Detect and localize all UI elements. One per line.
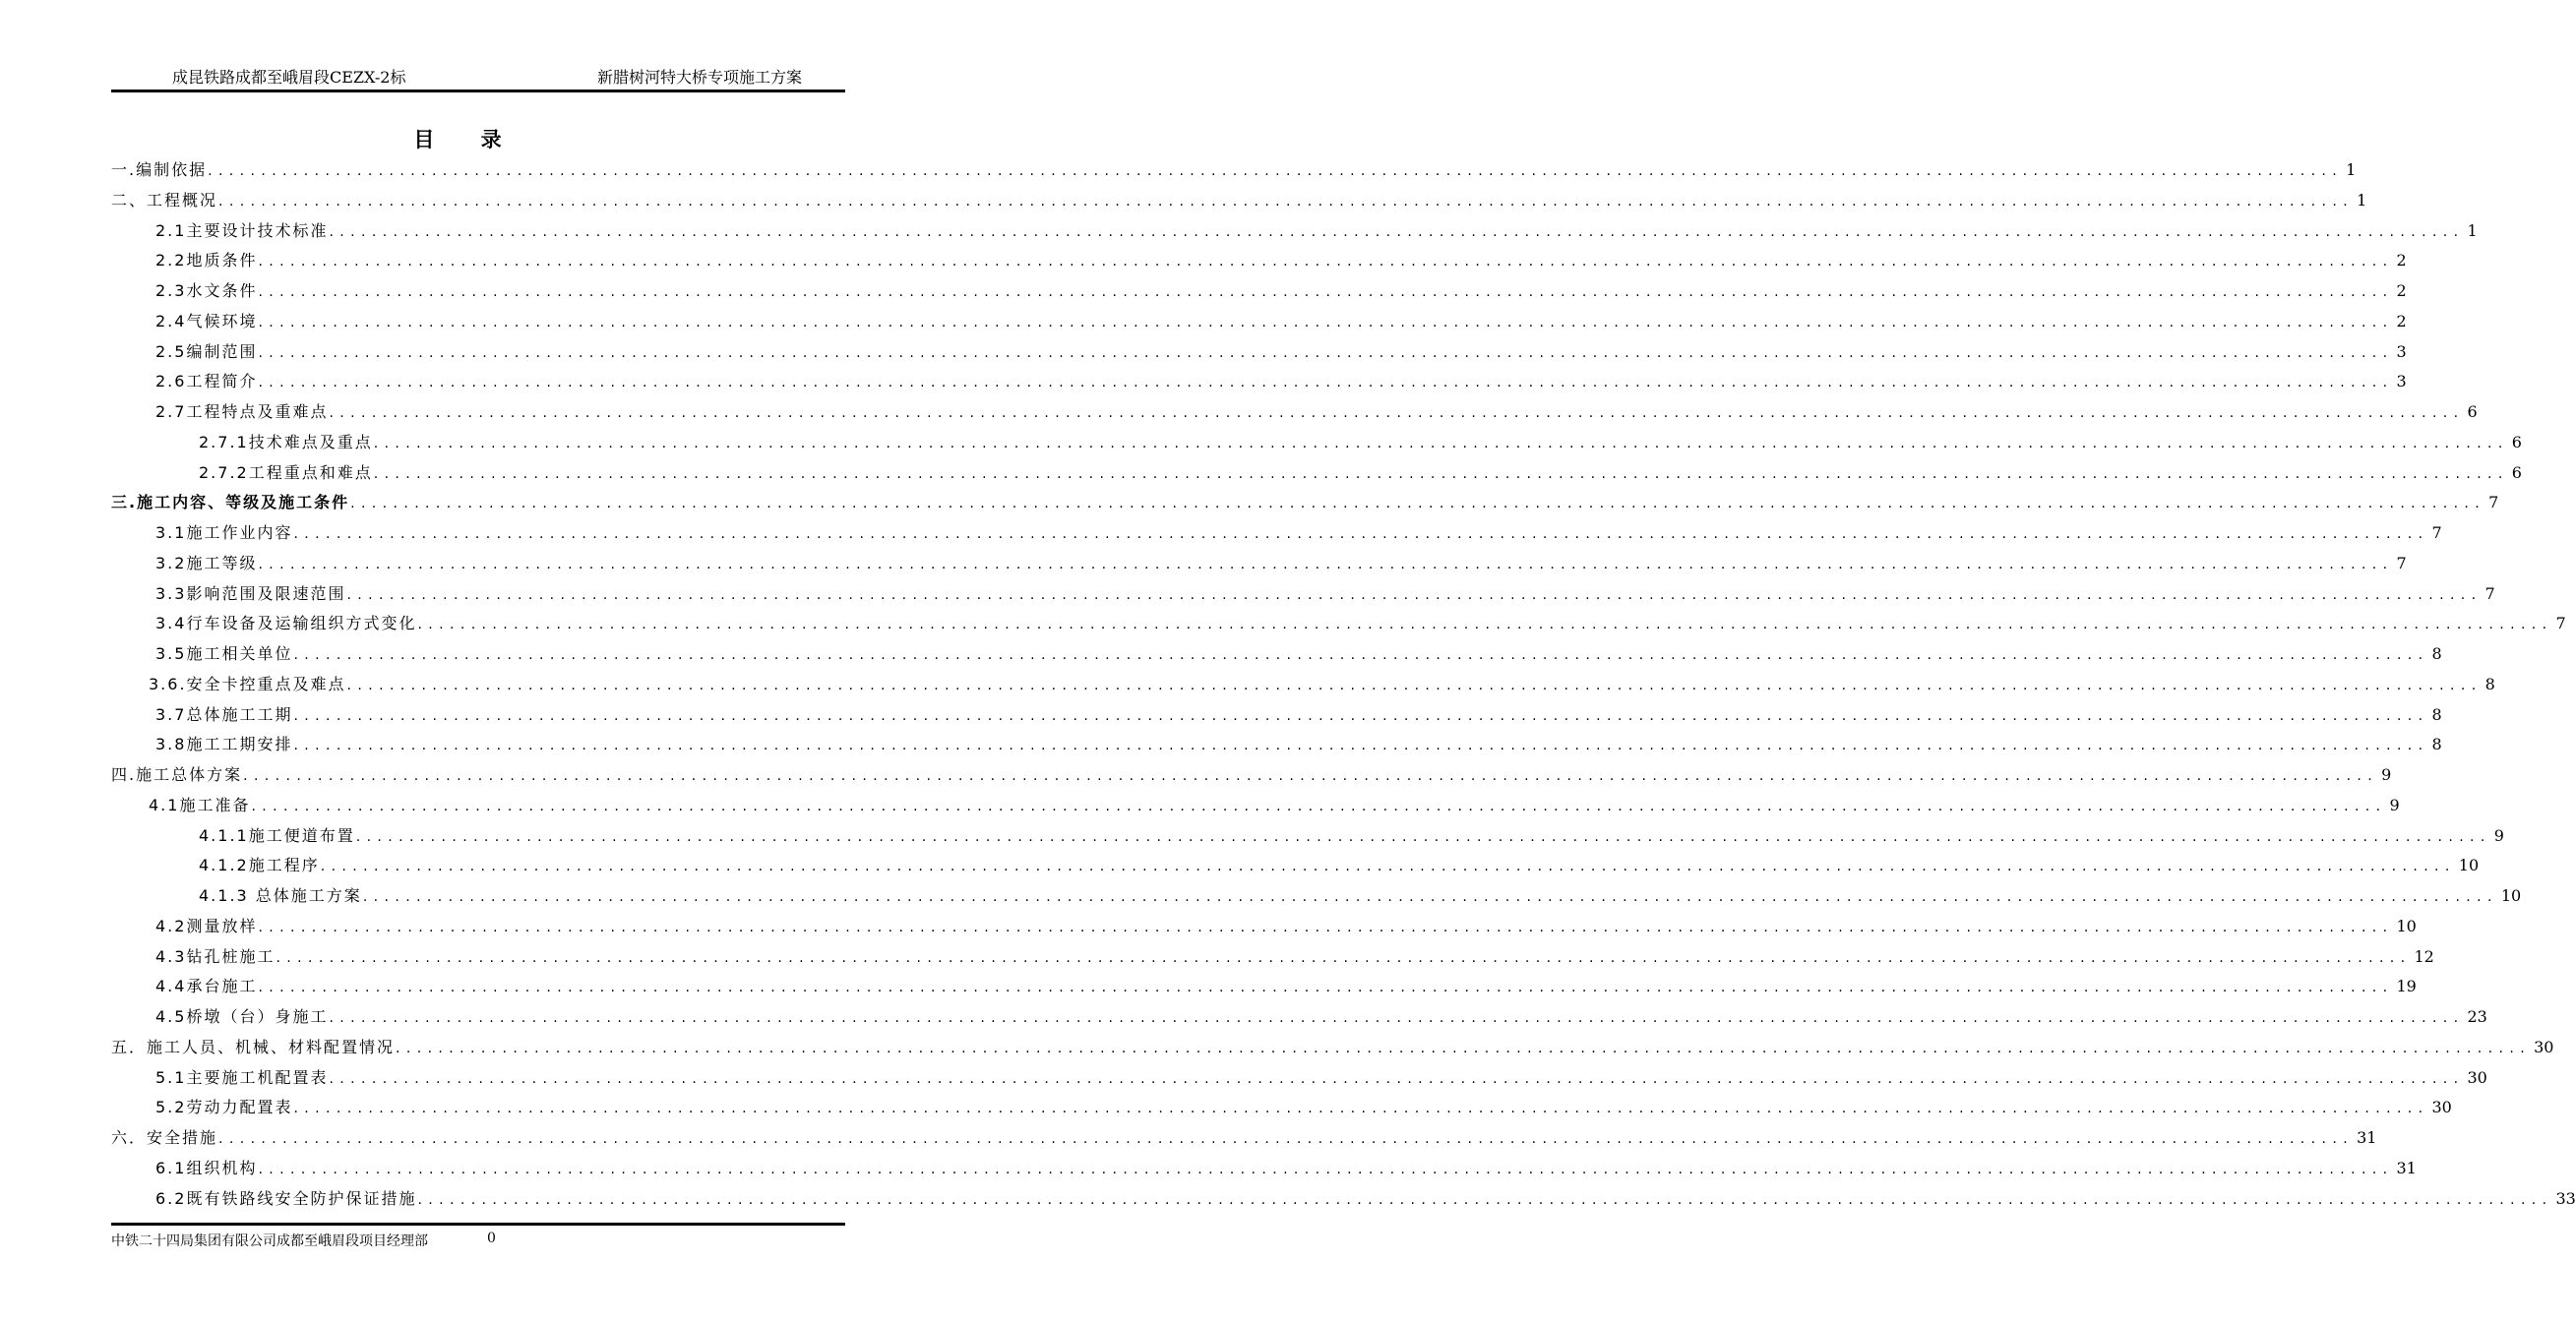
toc-entry-label: 2.6工程简介: [155, 372, 258, 391]
toc-entry-page: 3: [2396, 341, 2407, 361]
toc-entry[interactable]: [111, 1093, 2452, 1123]
toc-entry-page: 30: [2534, 1037, 2554, 1056]
toc-entry-page: 8: [2431, 644, 2442, 663]
toc-leader-dots: ........................................................................................................................................................................................................: [329, 1010, 2465, 1026]
toc-entry-page: 1: [2467, 220, 2478, 240]
toc-leader-dots: ........................................................................................................................................................................................................: [293, 707, 2429, 724]
table-of-contents: [111, 155, 2576, 1214]
header-project: 成昆铁路成都至峨眉段CEZX-2标: [172, 68, 406, 87]
toc-entry-label: 2.1主要设计技术标准: [155, 220, 329, 240]
toc-entry-label: 5.1主要施工机配置表: [155, 1067, 329, 1087]
toc-entry-label: 4.3钻孔桩施工: [155, 946, 276, 966]
toc-entry-page: 7: [2488, 493, 2499, 512]
toc-entry[interactable]: [111, 216, 2478, 247]
header-document-title: 新腊树河特大桥专项施工方案: [596, 68, 802, 87]
header-rule: [111, 90, 845, 92]
toc-entry-page: 9: [2381, 765, 2392, 784]
toc-entry[interactable]: [111, 639, 2442, 670]
toc-entry-label: 2.2地质条件: [155, 251, 258, 270]
toc-entry-label: 4.4承台施工: [155, 977, 258, 996]
toc-entry-page: 8: [2431, 735, 2442, 754]
toc-entry-label: 3.3影响范围及限速范围: [155, 583, 346, 603]
toc-entry-label: 一.编制依据: [111, 160, 208, 179]
toc-leader-dots: ........................................................................................................................................................................................................: [329, 223, 2465, 240]
toc-entry-label: 4.1.3 总体施工方案: [199, 886, 362, 905]
toc-entry-label: 4.5桥墩（台）身施工: [155, 1007, 329, 1026]
toc-entry-page: 2: [2396, 281, 2407, 300]
toc-entry[interactable]: [111, 821, 2504, 852]
toc-entry-page: 31: [2396, 1158, 2417, 1177]
toc-entry[interactable]: [111, 912, 2417, 942]
toc-entry-page: 9: [2389, 795, 2400, 814]
toc-entry[interactable]: [111, 549, 2407, 579]
toc-entry-page: 23: [2467, 1007, 2487, 1026]
toc-entry-page: 8: [2431, 704, 2442, 724]
toc-leader-dots: ........................................................................................................................................................................................................: [373, 435, 2509, 451]
toc-entry-page: 1: [2357, 190, 2367, 210]
toc-entry-page: 10: [2458, 856, 2480, 875]
toc-entry[interactable]: [111, 518, 2442, 549]
toc-leader-dots: ........................................................................................................................................................................................................: [346, 677, 2483, 693]
toc-leader-dots: ........................................................................................................................................................................................................: [362, 889, 2498, 905]
toc-entry-label: 2.7工程特点及重难点: [155, 402, 329, 421]
toc-entry[interactable]: [111, 276, 2407, 307]
toc-entry[interactable]: [111, 186, 2367, 216]
toc-leader-dots: ........................................................................................................................................................................................................: [258, 980, 2394, 996]
toc-leader-dots: ........................................................................................................................................................................................................: [329, 1070, 2465, 1087]
toc-entry[interactable]: [111, 579, 2495, 610]
toc-entry[interactable]: [111, 760, 2392, 791]
toc-entry[interactable]: [111, 1154, 2417, 1184]
toc-entry-label: 6.2既有铁路线安全防护保证措施: [155, 1188, 417, 1208]
toc-entry-label: 六．安全措施: [111, 1128, 218, 1147]
toc-entry[interactable]: [111, 397, 2478, 428]
toc-entry-label: 3.6.安全卡控重点及难点: [149, 674, 346, 693]
toc-entry-page: 31: [2357, 1128, 2377, 1147]
toc-leader-dots: ........................................................................................................................................................................................................: [243, 768, 2379, 784]
toc-entry-page: 19: [2396, 977, 2417, 996]
toc-entry[interactable]: [111, 1123, 2377, 1154]
toc-entry-page: 6: [2511, 432, 2522, 451]
toc-title: 目 录: [413, 128, 521, 151]
toc-entry-page: 10: [2396, 916, 2417, 935]
toc-leader-dots: ........................................................................................................................................................................................................: [258, 314, 2394, 330]
toc-entry-page: 7: [2396, 553, 2407, 572]
toc-entry-page: 10: [2500, 886, 2522, 905]
toc-leader-dots: ........................................................................................................................................................................................................: [258, 254, 2394, 270]
toc-entry[interactable]: [111, 367, 2407, 397]
toc-entry-label: 2.4气候环境: [155, 311, 258, 330]
toc-entry[interactable]: [111, 155, 2357, 186]
toc-leader-dots: ........................................................................................................................................................................................................: [218, 193, 2355, 210]
toc-entry[interactable]: [111, 791, 2400, 821]
toc-entry-page: 6: [2467, 402, 2478, 421]
toc-entry[interactable]: [111, 246, 2407, 276]
toc-entry[interactable]: [111, 337, 2407, 368]
toc-entry[interactable]: [111, 942, 2434, 973]
footer-rule: [111, 1223, 845, 1226]
toc-entry-label: 4.2测量放样: [155, 916, 258, 935]
toc-leader-dots: ........................................................................................................................................................................................................: [320, 859, 2456, 875]
toc-entry-page: 6: [2511, 462, 2522, 482]
toc-entry-label: 2.3水文条件: [155, 281, 258, 300]
toc-entry-page: 3: [2396, 372, 2407, 391]
toc-entry[interactable]: [111, 609, 2566, 639]
toc-entry-page: 33: [2555, 1188, 2576, 1208]
page-header: [111, 65, 845, 89]
toc-entry-label: 4.1.2施工程序: [199, 856, 320, 875]
toc-entry-label: 3.4行车设备及运输组织方式变化: [155, 614, 417, 633]
toc-entry-label: 2.5编制范围: [155, 341, 258, 361]
toc-entry[interactable]: [111, 1033, 2554, 1063]
toc-leader-dots: ........................................................................................................................................................................................................: [258, 375, 2394, 391]
toc-leader-dots: ........................................................................................................................................................................................................: [417, 1191, 2553, 1208]
toc-entry[interactable]: [111, 730, 2442, 760]
toc-entry-page: 7: [2555, 614, 2566, 633]
toc-entry-label: 四.施工总体方案: [111, 765, 243, 784]
toc-leader-dots: ........................................................................................................................................................................................................: [417, 617, 2553, 633]
toc-entry-page: 9: [2493, 825, 2504, 845]
toc-leader-dots: ........................................................................................................................................................................................................: [396, 1040, 2532, 1056]
toc-leader-dots: ........................................................................................................................................................................................................: [258, 1161, 2394, 1177]
toc-leader-dots: ........................................................................................................................................................................................................: [293, 647, 2429, 663]
toc-entry-page: 1: [2346, 160, 2357, 179]
toc-entry[interactable]: [111, 851, 2480, 881]
toc-entry[interactable]: [111, 428, 2522, 458]
toc-entry-label: 2.7.2工程重点和难点: [199, 462, 373, 482]
toc-entry[interactable]: [111, 1184, 2576, 1215]
toc-entry[interactable]: [111, 307, 2407, 337]
toc-entry[interactable]: [111, 488, 2499, 518]
toc-leader-dots: ........................................................................................................................................................................................................: [329, 405, 2465, 421]
toc-entry-label: 三.施工内容、等级及施工条件: [111, 493, 350, 512]
toc-leader-dots: ........................................................................................................................................................................................................: [293, 526, 2429, 542]
toc-entry-label: 3.7总体施工工期: [155, 704, 293, 724]
toc-leader-dots: ........................................................................................................................................................................................................: [276, 949, 2412, 966]
toc-entry[interactable]: [111, 1002, 2487, 1033]
toc-leader-dots: ........................................................................................................................................................................................................: [258, 284, 2394, 300]
toc-entry-label: 4.1施工准备: [149, 795, 251, 814]
toc-entry-label: 5.2劳动力配置表: [155, 1098, 293, 1117]
toc-leader-dots: ........................................................................................................................................................................................................: [208, 163, 2344, 179]
toc-leader-dots: ........................................................................................................................................................................................................: [258, 919, 2394, 935]
toc-leader-dots: ........................................................................................................................................................................................................: [218, 1131, 2355, 1147]
footer-company: 中铁二十四局集团有限公司成都至峨眉段项目经理部: [111, 1233, 428, 1249]
toc-entry-label: 3.8施工工期安排: [155, 735, 293, 754]
toc-entry-label: 二、工程概况: [111, 190, 218, 210]
toc-leader-dots: ........................................................................................................................................................................................................: [355, 828, 2491, 845]
toc-entry-label: 3.1施工作业内容: [155, 523, 293, 542]
toc-leader-dots: ........................................................................................................................................................................................................: [346, 586, 2483, 603]
toc-entry-page: 30: [2467, 1067, 2487, 1087]
toc-entry-label: 3.5施工相关单位: [155, 644, 293, 663]
page-footer: [111, 1231, 496, 1250]
toc-leader-dots: ........................................................................................................................................................................................................: [293, 738, 2429, 754]
toc-entry[interactable]: [111, 458, 2522, 489]
toc-entry-page: 7: [2431, 523, 2442, 542]
toc-entry-label: 五．施工人员、机械、材料配置情况: [111, 1037, 396, 1056]
toc-leader-dots: ........................................................................................................................................................................................................: [373, 465, 2509, 482]
toc-entry-page: 7: [2484, 583, 2495, 603]
toc-entry-page: 2: [2396, 311, 2407, 330]
toc-entry-page: 8: [2484, 674, 2495, 693]
toc-entry-label: 6.1组织机构: [155, 1158, 258, 1177]
footer-page-number: 0: [487, 1231, 496, 1246]
toc-leader-dots: ........................................................................................................................................................................................................: [258, 556, 2394, 572]
toc-leader-dots: ........................................................................................................................................................................................................: [293, 1101, 2429, 1117]
toc-entry[interactable]: [111, 972, 2417, 1002]
toc-entry[interactable]: [111, 700, 2442, 731]
toc-entry-page: 30: [2431, 1098, 2452, 1117]
toc-leader-dots: ........................................................................................................................................................................................................: [350, 496, 2486, 512]
toc-leader-dots: ........................................................................................................................................................................................................: [251, 798, 2387, 814]
toc-entry-label: 3.2施工等级: [155, 553, 258, 572]
toc-leader-dots: ........................................................................................................................................................................................................: [258, 344, 2394, 361]
toc-entry-label: 2.7.1技术难点及重点: [199, 432, 373, 451]
toc-entry[interactable]: [111, 1063, 2487, 1094]
toc-entry[interactable]: [111, 881, 2522, 912]
toc-entry-label: 4.1.1施工便道布置: [199, 825, 355, 845]
toc-entry[interactable]: [111, 670, 2495, 700]
toc-entry-page: 2: [2396, 251, 2407, 270]
toc-entry-page: 12: [2414, 946, 2434, 966]
